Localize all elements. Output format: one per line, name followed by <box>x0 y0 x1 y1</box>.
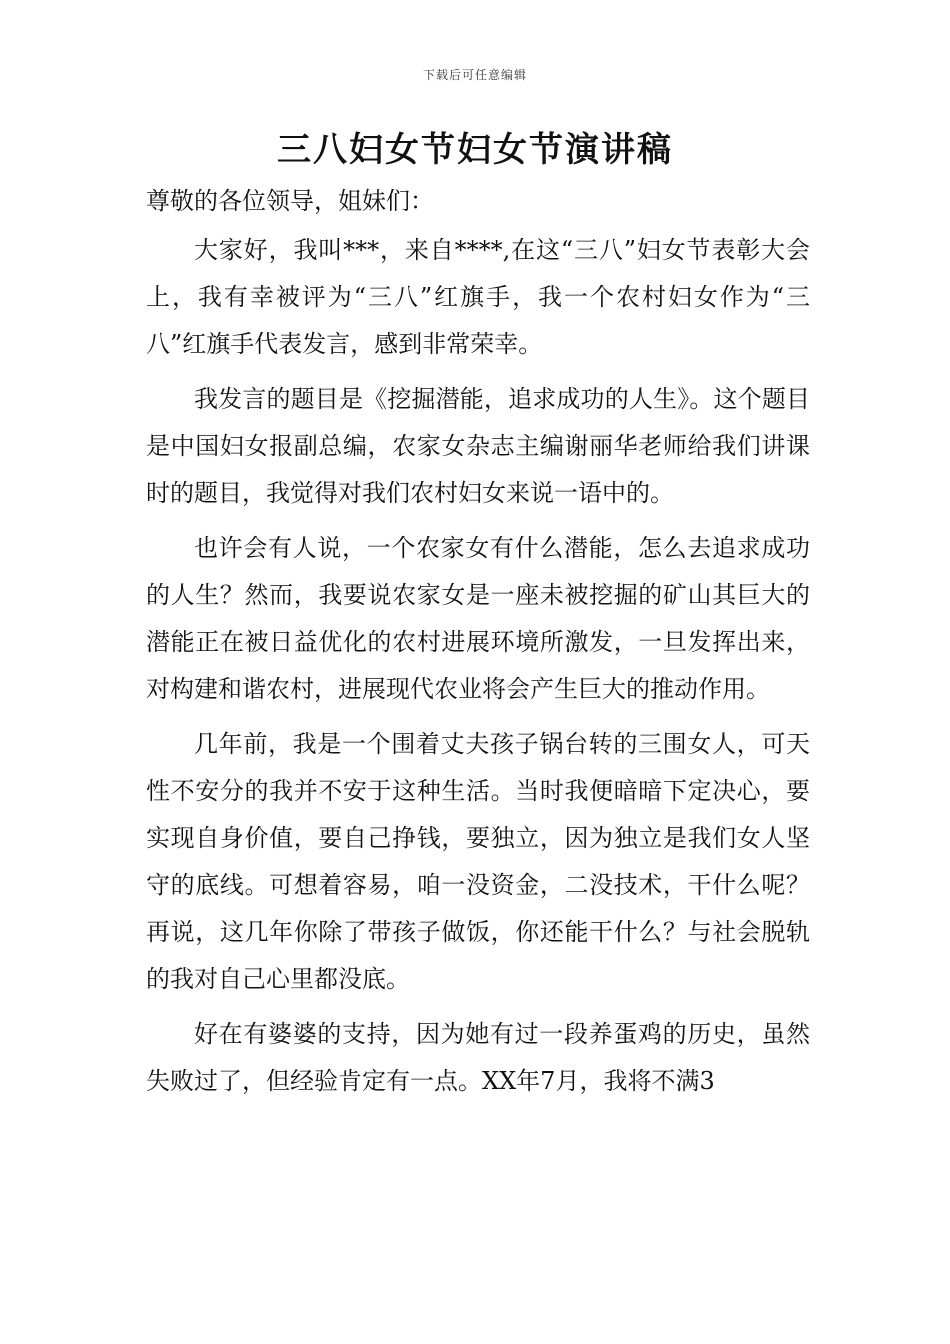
paragraph: 大家好，我叫***，来自****,在这“三八”妇女节表彰大会上，我有幸被评为“三八”红旗手，我一个农村妇女作为“三八”红旗手代表发言，感到非常荣幸。 <box>146 236 810 358</box>
document-title: 三八妇女节妇女节演讲稿 <box>277 130 673 170</box>
paragraph: 好在有婆婆的支持，因为她有过一段养蛋鸡的历史，虽然失败过了，但经验肯定有一点。XX年7月，我将不满3 <box>146 1020 810 1095</box>
salutation: 尊敬的各位领导，姐妹们： <box>146 187 434 215</box>
paragraph: 我发言的题目是《挖掘潜能，追求成功的人生》。这个题目是中国妇女报副总编，农家女杂志主编谢丽华老师给我们讲课时的题目，我觉得对我们农村妇女来说一语中的。 <box>146 385 810 507</box>
page-header-note: 下载后可任意编辑 <box>422 68 527 82</box>
document-body <box>146 178 810 1113</box>
paragraph: 几年前，我是一个围着丈夫孩子锅台转的三围女人，可天性不安分的我并不安于这种生活。当时我便暗暗下定决心，要实现自身价值，要自己挣钱，要独立，因为独立是我们女人坚守的底线。可想着容易，咱一没资金，二没技术，干什么呢？再说，这几年你除了带孩子做饭，你还能干什么？与社会脱轨的我对自己心里都没底。 <box>146 730 810 993</box>
paragraph: 也许会有人说，一个农家女有什么潜能，怎么去追求成功的人生？然而，我要说农家女是一座未被挖掘的矿山其巨大的潜能正在被日益优化的农村进展环境所激发，一旦发挥出来，对构建和谐农村，进展现代农业将会产生巨大的推动作用。 <box>146 534 810 703</box>
